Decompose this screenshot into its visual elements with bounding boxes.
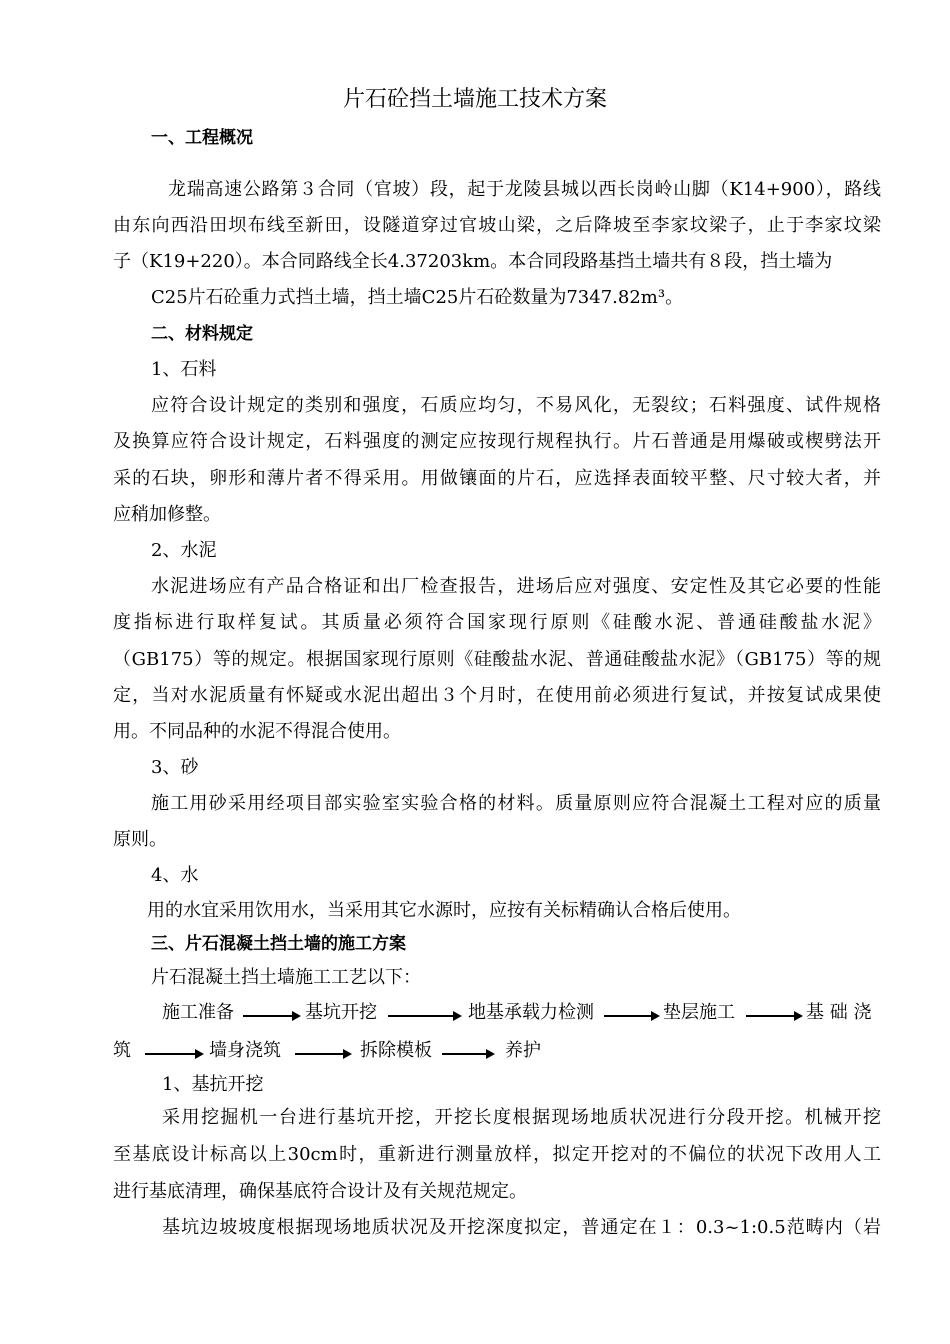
flow-arrow [604, 1015, 653, 1017]
stone-line-4: 应稍加修整。 [113, 504, 221, 525]
subheading-cement: 2、水泥 [151, 540, 217, 561]
cement-line-5: 用。不同品种的水泥不得混合使用。 [113, 721, 401, 742]
flow-arrow [442, 1053, 488, 1055]
flow-step-excavation: 基坑开挖 [305, 1002, 377, 1023]
cement-line-1: 水泥进场应有产品合格证和出厂检查报告，进场后应对强度、安定性及其它必要的性能 [151, 576, 881, 597]
flow-step-formwork: 拆除模板 [360, 1040, 432, 1061]
flow-step-preparation: 施工准备 [162, 1002, 234, 1023]
flow-step-foundation: 基 础 浇 [806, 1002, 872, 1023]
excavation-line-4: 基坑边坡坡度根据现场地质状况及开挖深度拟定，普通定在１：0.3~1:0.5范畴内（岩 [162, 1217, 881, 1238]
excavation-line-3: 进行基底清理，确保基底符合设计及有关规范规定。 [113, 1181, 527, 1202]
subheading-water: 4、水 [151, 865, 199, 886]
flow-step-bearing-test: 地基承载力检测 [468, 1002, 594, 1023]
document-title: 片石砼挡土墙施工技术方案 [342, 87, 607, 112]
excavation-line-2: 至基底设计标高以上30cm时，重新进行测量放样，拟定开挖对的不偏位的状况下改用人工 [113, 1144, 881, 1165]
stone-line-1: 应符合设计规定的类别和强度，石质应均匀，不易风化，无裂纹；石料强度、试件规格 [151, 395, 881, 416]
stone-line-3: 采的石块，卵形和薄片者不得采用。用做镶面的片石，应选择表面较平整、尺寸较大者，并 [113, 468, 881, 489]
section-heading-construction: 三、片石混凝土挡土墙的施工方案 [151, 934, 406, 954]
subheading-sand: 3、砂 [151, 757, 199, 778]
flow-arrow [388, 1015, 455, 1017]
cement-line-4: 定，当对水泥质量有怀疑或水泥出超出３个月时，在使用前必须进行复试，并按复试成果使 [113, 685, 881, 706]
process-intro: 片石混凝土挡土墙施工工艺以下： [151, 967, 421, 988]
water-line-1: 用的水宜采用饮用水，当采用其它水源时，应按有关标精确认合格后使用。 [147, 900, 741, 921]
flow-step-curing: 养护 [505, 1040, 541, 1061]
overview-line-2: 由东向西沿田坝布线至新田，设隧道穿过官坡山梁，之后降坡至李家坟梁子，止于李家坟梁 [113, 215, 881, 236]
sand-line-1: 施工用砂采用经项目部实验室实验合格的材料。质量原则应符合混凝土工程对应的质量 [151, 793, 881, 814]
sand-line-2: 原则。 [113, 829, 167, 850]
stone-line-2: 及换算应符合设计规定，石料强度的测定应按现行规程执行。片石普通是用爆破或楔劈法开 [113, 431, 881, 452]
overview-line-3: 子（K19+220）。本合同路线全长4.37203km。本合同段路基挡土墙共有８段，挡土墙为 [113, 251, 833, 272]
subheading-excavation: 1、基抗开挖 [162, 1074, 264, 1095]
section-heading-materials: 二、材料规定 [151, 324, 253, 344]
cement-line-2: 度指标进行取样复试。其质量必须符合国家现行原则《硅酸水泥、普通硅酸盐水泥》 [113, 612, 881, 633]
flow-arrow [145, 1053, 197, 1055]
subheading-stone: 1、石料 [151, 359, 217, 380]
excavation-line-1: 采用挖掘机一台进行基坑开挖，开挖长度根据现场地质状况进行分段开挖。机械开挖 [162, 1107, 881, 1128]
flow-arrow [243, 1015, 294, 1017]
section-heading-overview: 一、工程概况 [151, 128, 253, 148]
flow-step-foundation-cont: 筑 [113, 1040, 131, 1061]
flow-step-wall: 墙身浇筑 [209, 1040, 281, 1061]
flow-arrow [295, 1053, 345, 1055]
flow-arrow [746, 1015, 796, 1017]
overview-line-1: 龙瑞高速公路第３合同（官坡）段，起于龙陵县城以西长岗岭山脚（K14+900），路线 [168, 179, 881, 200]
flow-step-cushion: 垫层施工 [663, 1002, 735, 1023]
overview-line-4: C25片石砼重力式挡土墙，挡土墙C25片石砼数量为7347.82m³。 [151, 287, 684, 308]
cement-line-3: （GB175）等的规定。根据国家现行原则《硅酸盐水泥、普通硅酸盐水泥》（GB175）等的规 [113, 649, 881, 670]
